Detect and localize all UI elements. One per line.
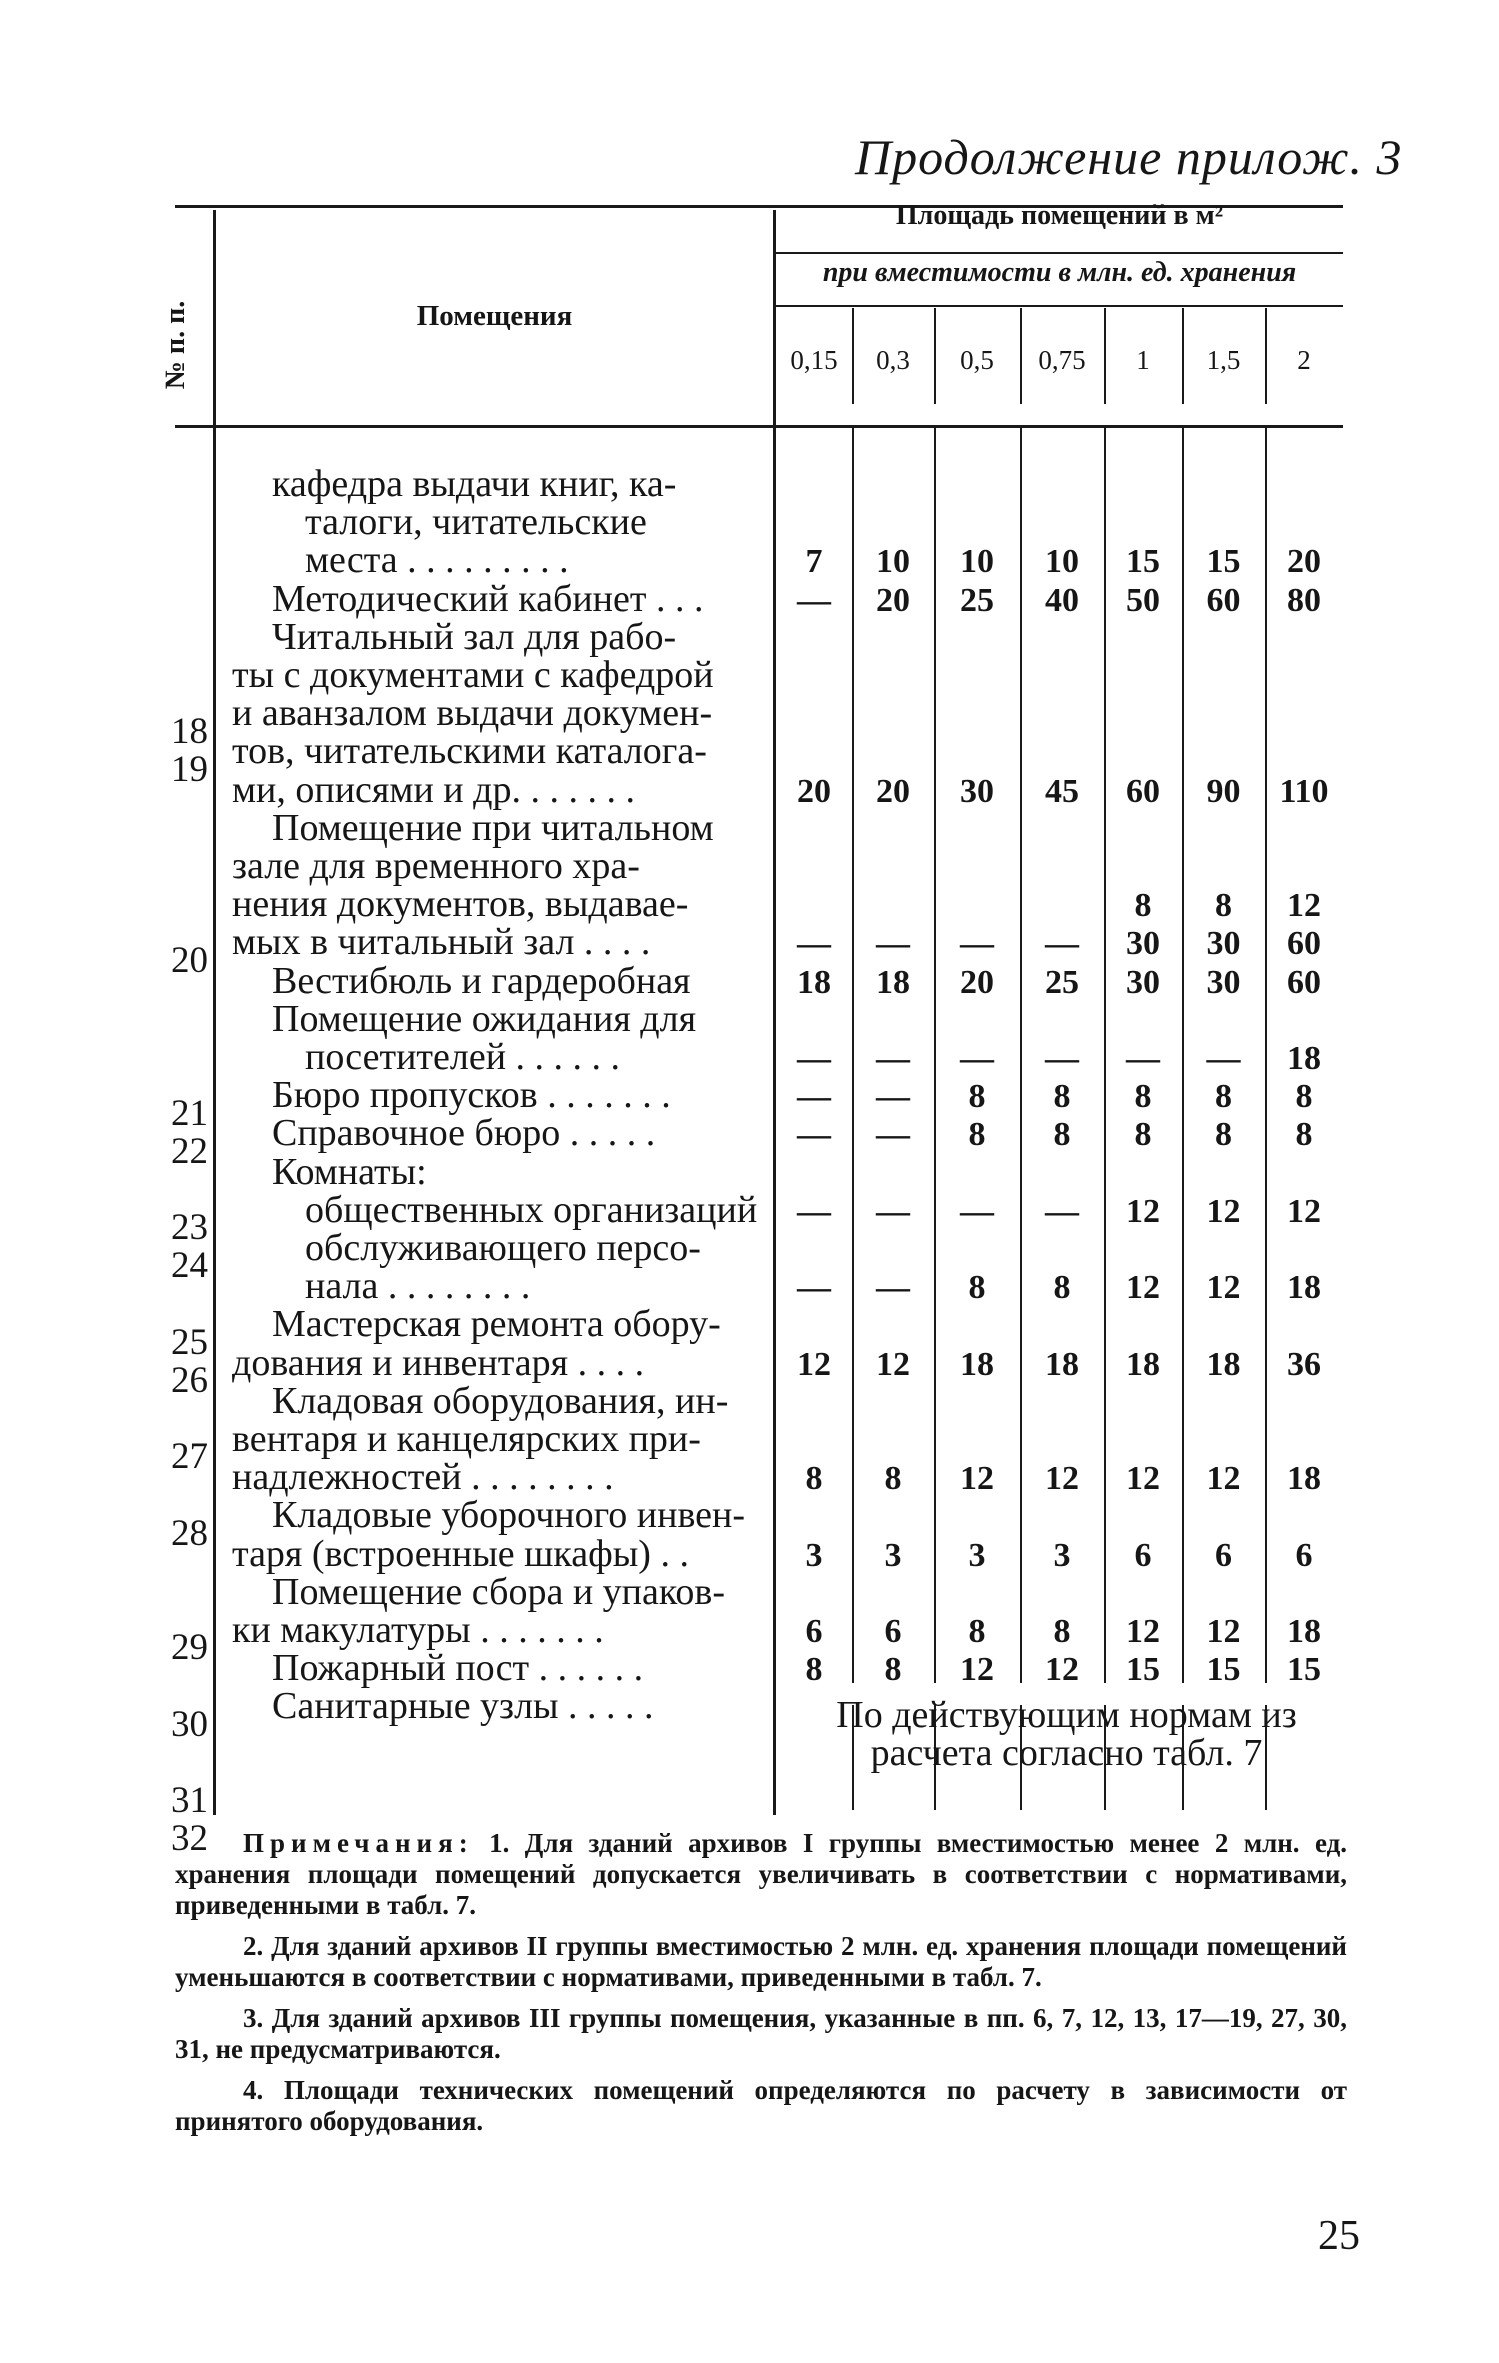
area-value: 8	[884, 1651, 902, 1689]
area-value: 12	[1126, 1269, 1160, 1307]
area-value: 12	[1126, 1613, 1160, 1650]
area-value: 30	[960, 772, 994, 810]
area-value: —	[960, 925, 994, 963]
capacity-header-divider	[1020, 308, 1022, 404]
area-value: 18	[960, 1345, 994, 1383]
continuation-caption: Продолжение прилож. 3	[855, 129, 1403, 185]
capacity-col-header: 2	[1297, 345, 1311, 375]
room-name-line: зале для временного хра-	[232, 845, 640, 887]
room-name-line: Помещение сбора и упаков-	[272, 1570, 725, 1613]
room-name-line: ты с документами с кафедрой	[232, 654, 714, 696]
row-number: 22	[171, 1130, 208, 1172]
area-value: 90	[1206, 772, 1241, 810]
area-value: —	[876, 1116, 910, 1154]
area-value: 30	[1126, 963, 1160, 1001]
area-value: 8	[1134, 1078, 1152, 1116]
area-value: 45	[1045, 772, 1079, 810]
note-paragraph	[175, 2075, 1347, 2137]
room-name-line: обслуживающего персо-	[305, 1227, 701, 1269]
room-name-line: Справочное бюро . . . . .	[272, 1112, 656, 1155]
area-value: 8	[1215, 1078, 1232, 1116]
area-value: —	[797, 1040, 831, 1077]
area-value: —	[876, 1192, 910, 1230]
area-value: 25	[1045, 963, 1079, 1001]
room-name-line: тов, читательскими каталога-	[232, 730, 707, 773]
capacity-col-header: 1,5	[1206, 345, 1241, 375]
row-number: 18	[171, 710, 208, 752]
area-value: —	[1045, 1040, 1079, 1077]
room-name-line: кафедра выдачи книг, ка-	[272, 463, 677, 505]
area-value: 6	[884, 1613, 902, 1650]
area-value: 30	[1126, 925, 1160, 963]
area-value: —	[876, 925, 910, 963]
room-name-line: Кладовая оборудования, ин-	[272, 1379, 729, 1422]
area-value: —	[797, 925, 831, 963]
area-value: 8	[968, 1078, 986, 1116]
area-value: 20	[876, 581, 910, 619]
num-col-header-cell	[148, 250, 204, 430]
area-value: 8	[1215, 887, 1232, 925]
notes-lead: Примечания:	[243, 1828, 474, 1858]
area-value: 60	[1206, 581, 1241, 619]
area-value: 15	[1287, 1651, 1321, 1689]
area-value: 10	[960, 543, 994, 581]
area-value: 12	[960, 1460, 994, 1498]
row-number: 23	[171, 1207, 208, 1249]
area-value: —	[1126, 1040, 1160, 1077]
area-value: 10	[1045, 543, 1079, 581]
note-text: 3. Для зданий архивов III группы помещения, указанные в пп. 6, 7, 12, 13, 17—19, 27, 30, 31, не предусматриваются.	[175, 2003, 1347, 2064]
room-name-line: места . . . . . . . . .	[305, 539, 569, 582]
area-value: 8	[968, 1613, 986, 1650]
note-text: 2. Для зданий архивов II группы вместимостью 2 млн. ед. хранения площади помещений уменьшаются в соответствии с нормативами, приведенными в табл. 7.	[175, 1931, 1347, 1992]
area-value: 8	[1053, 1078, 1071, 1116]
area-value: 12	[1206, 1613, 1241, 1650]
area-value: 8	[884, 1460, 902, 1498]
area-value: 6	[1215, 1536, 1232, 1574]
room-name-line: надлежностей . . . . . . . .	[232, 1456, 614, 1499]
room-name-line: и аванзалом выдачи докумен-	[232, 692, 713, 735]
capacity-header-divider	[1182, 308, 1184, 404]
capacity-header-divider	[934, 308, 936, 404]
area-value: 8	[1134, 1116, 1152, 1154]
note-paragraph	[175, 2003, 1347, 2065]
capacity-header-divider	[852, 308, 854, 404]
area-value: 3	[968, 1536, 986, 1574]
area-value: —	[876, 1269, 910, 1307]
room-name-line: Мастерская ремонта обору-	[272, 1303, 721, 1346]
row-number: 20	[171, 939, 208, 981]
area-value: 12	[797, 1345, 831, 1383]
area-value: 8	[968, 1116, 986, 1154]
row-number: 27	[171, 1436, 208, 1478]
area-value: 12	[1126, 1192, 1160, 1230]
area-value: 30	[1206, 925, 1241, 963]
area-value: 3	[884, 1536, 902, 1574]
area-value: 12	[1206, 1460, 1241, 1498]
area-value: 12	[1206, 1269, 1241, 1307]
area-value: 60	[1287, 925, 1321, 963]
area-value: —	[876, 1040, 910, 1077]
row-number: 21	[171, 1092, 208, 1134]
area-value: 8	[968, 1269, 986, 1307]
area-value: 8	[1215, 1116, 1232, 1154]
area-value: 20	[1287, 543, 1321, 581]
capacity-subrule	[776, 305, 1343, 307]
room-name-line: ми, описями и др. . . . . . .	[232, 768, 635, 811]
rooms-col-header: Помещения	[416, 300, 573, 332]
area-value: 60	[1287, 963, 1321, 1001]
merged-note-line: расчета согласно табл. 7	[870, 1732, 1263, 1775]
area-value: 8	[1053, 1116, 1071, 1154]
area-value: 8	[1053, 1613, 1071, 1650]
area-value: 3	[1053, 1536, 1071, 1574]
area-value: 12	[1045, 1460, 1079, 1498]
area-value: —	[797, 1078, 831, 1116]
area-value: 8	[1053, 1269, 1071, 1307]
area-value: 36	[1287, 1345, 1321, 1383]
merged-note-line: По действующим нормам из	[836, 1694, 1297, 1737]
room-name-line: Кладовые уборочного инвен-	[272, 1494, 746, 1537]
num-col-header: № п. п.	[160, 300, 191, 390]
area-value: 110	[1279, 772, 1329, 810]
area-value: —	[1206, 1040, 1241, 1077]
area-value: 12	[1287, 887, 1321, 925]
room-name-line: Помещение ожидания для	[272, 997, 697, 1040]
area-value: 8	[1295, 1116, 1313, 1154]
room-name-line: мых в читальный зал . . . .	[232, 921, 651, 964]
area-value: 18	[797, 963, 831, 1001]
area-value: 12	[1206, 1192, 1241, 1230]
area-value: 12	[960, 1651, 994, 1689]
capacity-col-header: 0,15	[790, 345, 838, 375]
area-value: 20	[876, 772, 910, 810]
header-bottom-rule	[175, 425, 1343, 428]
area-value: 18	[876, 963, 910, 1001]
note-text: 4. Площади технических помещений определяются по расчету в зависимости от принятого оборудования.	[175, 2075, 1347, 2136]
row-number: 28	[171, 1512, 208, 1554]
area-value: 8	[805, 1651, 823, 1689]
area-value: 18	[1206, 1345, 1241, 1383]
note-text: 1. Для зданий архивов I группы вместимостью менее 2 млн. ед. хранения площади помещений допускается увеличивать в соответствии с нормативами, приведенными в табл. 7.	[175, 1828, 1347, 1920]
area-value: —	[797, 1269, 831, 1307]
room-name-line: Бюро пропусков . . . . . . .	[272, 1074, 671, 1117]
capacity-col-header: 0,5	[960, 345, 994, 375]
page-number: 25	[1318, 2213, 1360, 2259]
capacity-header-divider	[1104, 308, 1106, 404]
capacity-col-header: 0,75	[1038, 345, 1086, 375]
area-value: 12	[1126, 1460, 1160, 1498]
area-value: 8	[1134, 887, 1152, 925]
row-number: 25	[171, 1321, 208, 1363]
room-name-line: посетителей . . . . . .	[305, 1036, 621, 1078]
area-value: 12	[876, 1345, 910, 1383]
room-name-line: вентаря и канцелярских при-	[232, 1418, 701, 1460]
room-name-line: нения документов, выдавае-	[232, 883, 689, 926]
room-name-line: Санитарные узлы . . . . .	[272, 1685, 654, 1728]
capacity-header-divider	[1265, 308, 1267, 404]
area-value: 18	[1126, 1345, 1160, 1383]
capacity-header: при вместимости в млн. ед. хранения	[822, 257, 1297, 288]
room-name-line: ки макулатуры . . . . . . .	[232, 1609, 604, 1651]
row-number: 29	[171, 1627, 208, 1669]
row-number: 31	[171, 1780, 208, 1822]
capacity-col-header: 0,3	[876, 345, 910, 375]
area-value: 3	[805, 1536, 823, 1574]
area-value: 18	[1287, 1040, 1321, 1077]
area-value: 12	[1287, 1192, 1321, 1230]
room-name-line: Читальный зал для рабо-	[272, 615, 677, 658]
area-value: 7	[805, 543, 823, 581]
room-name-line: дования и инвентаря . . . .	[232, 1341, 645, 1384]
area-value: —	[797, 581, 831, 619]
area-value: 15	[1126, 543, 1160, 581]
row-number: 30	[171, 1703, 208, 1745]
area-value: —	[876, 1078, 910, 1116]
area-value: 80	[1287, 581, 1321, 619]
area-value: —	[960, 1040, 994, 1077]
area-value: —	[1045, 925, 1079, 963]
room-name-line: Пожарный пост . . . . . .	[272, 1647, 644, 1690]
area-value: 30	[1206, 963, 1241, 1001]
area-value: 15	[1126, 1651, 1160, 1689]
area-value: —	[797, 1192, 831, 1230]
row-number: 26	[171, 1360, 208, 1401]
note-paragraph	[175, 1931, 1347, 1993]
room-name-line: таря (встроенные шкафы) . .	[232, 1532, 689, 1575]
row-number: 32	[171, 1818, 208, 1860]
area-value: 10	[876, 543, 910, 581]
area-value: 20	[797, 772, 831, 810]
area-value: 25	[960, 581, 994, 619]
room-name-line: Комнаты:	[272, 1150, 427, 1193]
area-value: 6	[1295, 1536, 1313, 1574]
room-name-line: талоги, читательские	[305, 501, 647, 544]
row-number: 19	[171, 748, 208, 790]
area-value: 8	[805, 1460, 823, 1498]
area-value: 50	[1126, 581, 1160, 619]
area-value: 18	[1287, 1269, 1321, 1307]
room-name-line: Помещение при читальном	[272, 806, 714, 849]
area-value: 6	[805, 1613, 823, 1650]
room-name-line: Методический кабинет . . .	[272, 577, 704, 620]
area-value: 12	[1045, 1651, 1079, 1689]
area-value: 18	[1045, 1345, 1079, 1383]
area-subrule	[776, 252, 1343, 254]
area-value: —	[960, 1192, 994, 1230]
area-header: Площадь помещений в м²	[895, 200, 1224, 231]
area-value: —	[797, 1116, 831, 1154]
area-value: 60	[1126, 772, 1160, 810]
capacity-col-header: 1	[1136, 345, 1150, 375]
room-name-line: Вестибюль и гардеробная	[272, 959, 691, 1002]
note-paragraph	[175, 1828, 1347, 1921]
room-name-line: общественных организаций	[305, 1188, 758, 1231]
area-value: 18	[1287, 1613, 1321, 1650]
area-value: 8	[1295, 1078, 1313, 1116]
area-value: 18	[1287, 1460, 1321, 1498]
room-name-line: нала . . . . . . . .	[305, 1265, 531, 1308]
area-value: 6	[1134, 1536, 1152, 1574]
area-value: 15	[1206, 543, 1241, 581]
area-value: 20	[960, 963, 994, 1001]
area-value: 15	[1206, 1651, 1241, 1689]
area-value: 40	[1045, 581, 1079, 619]
area-value: —	[1045, 1192, 1079, 1230]
row-number: 24	[171, 1245, 208, 1287]
num-col-divider	[213, 210, 216, 1815]
